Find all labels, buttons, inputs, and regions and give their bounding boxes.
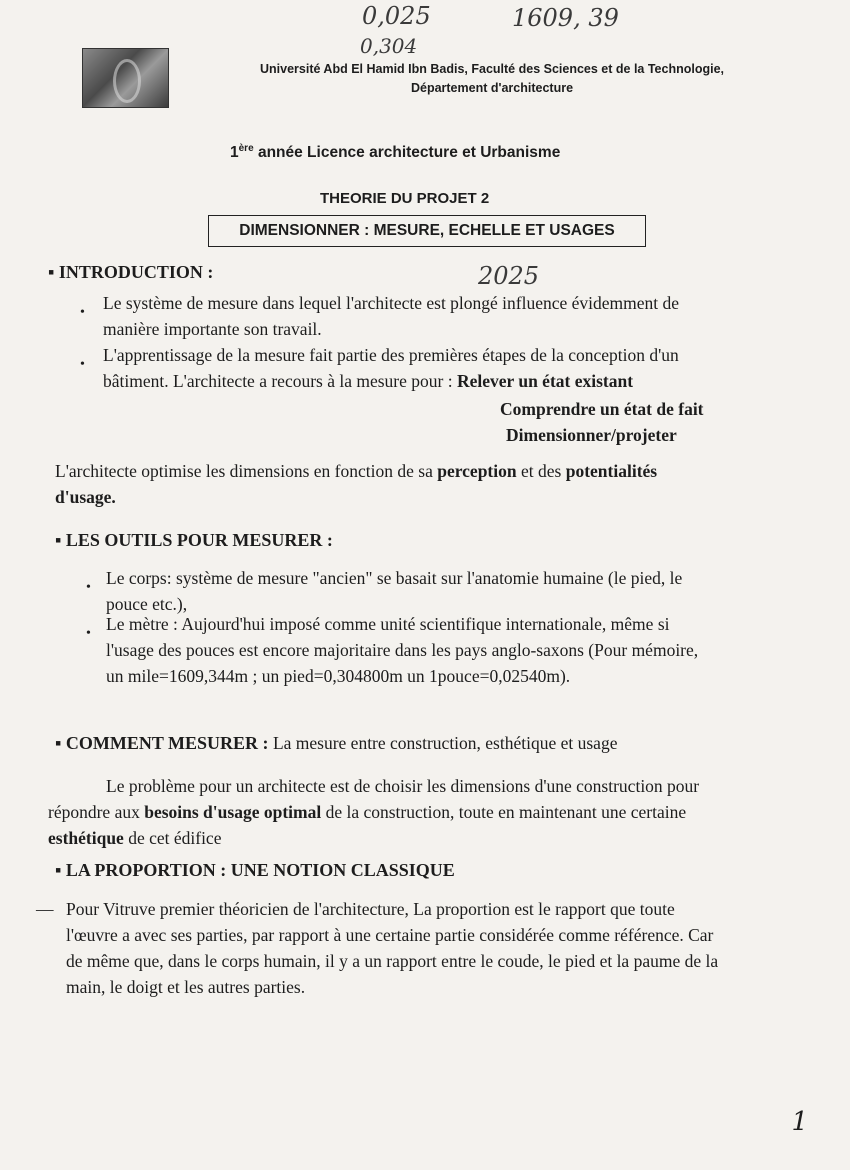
bullet-icon: •: [86, 626, 91, 641]
handwritten-note: 2025: [478, 262, 540, 290]
handwritten-note: 1609, 39: [512, 4, 619, 32]
paragraph: Le système de mesure dans lequel l'architecte est plongé influence évidemment de manière importante son travail.: [103, 293, 680, 339]
handwritten-note: 0,025: [362, 2, 431, 30]
list-item: Comprendre un état de fait: [500, 399, 704, 419]
university-logo: [82, 48, 169, 108]
dash-marker: —: [36, 899, 54, 919]
paragraph: L'apprentissage de la mesure fait partie des premières étapes de la conception d'un bâtiment. L'architecte a recours à la mesure pour : Relever un état existant: [103, 345, 679, 391]
section-heading-outils: ▪ LES OUTILS POUR MESURER :: [55, 530, 333, 550]
bullet-icon: •: [86, 580, 91, 595]
course-title: THEORIE DU PROJET 2: [320, 190, 490, 207]
paragraph: Pour Vitruve premier théoricien de l'architecture, La proportion est le rapport que toute l'œuvre a avec ses parties, par rapport à une certaine partie considérée comme référence. Car de même que, dans le corps humain, il y a un rapport entre le coude, le pied et la paume de la main, le doigt et les autres parties.: [66, 899, 719, 997]
bullet-icon: •: [80, 305, 85, 320]
paragraph: Le mètre : Aujourd'hui imposé comme unité scientifique internationale, même si l'usage des pouces est encore majoritaire dans les pays anglo-saxons (Pour mémoire, un mile=1609,344m ; un pied=0,304800m un 1pouce=0,02540m).: [106, 614, 699, 686]
handwritten-note: 0,304: [360, 34, 418, 58]
document-title: DIMENSIONNER : MESURE, ECHELLE ET USAGES: [208, 215, 646, 247]
page-number: 1: [791, 1107, 808, 1137]
list-item: Dimensionner/projeter: [506, 425, 677, 445]
bullet-icon: •: [80, 357, 85, 372]
section-heading-introduction: ▪ INTRODUCTION :: [48, 262, 214, 282]
university-name: Université Abd El Hamid Ibn Badis, Faculté des Sciences et de la Technologie, Département d'architecture: [259, 62, 724, 95]
course-year: 1ère année Licence architecture et Urbanisme: [230, 143, 561, 162]
section-heading-proportion: ▪ LA PROPORTION : UNE NOTION CLASSIQUE: [55, 860, 455, 880]
paragraph: L'architecte optimise les dimensions en fonction de sa perception et des potentialités d'usage.: [55, 461, 658, 507]
paragraph: Le corps: système de mesure "ancien" se basait sur l'anatomie humaine (le pied, le pouce etc.),: [106, 568, 683, 614]
paragraph: Le problème pour un architecte est de choisir les dimensions d'une construction pour répondre aux besoins d'usage optimal de la construction, toute en maintenant une certaine esthétique de cet édifice: [48, 776, 700, 848]
section-heading-comment: ▪ COMMENT MESURER : La mesure entre construction, esthétique et usage: [55, 733, 618, 753]
